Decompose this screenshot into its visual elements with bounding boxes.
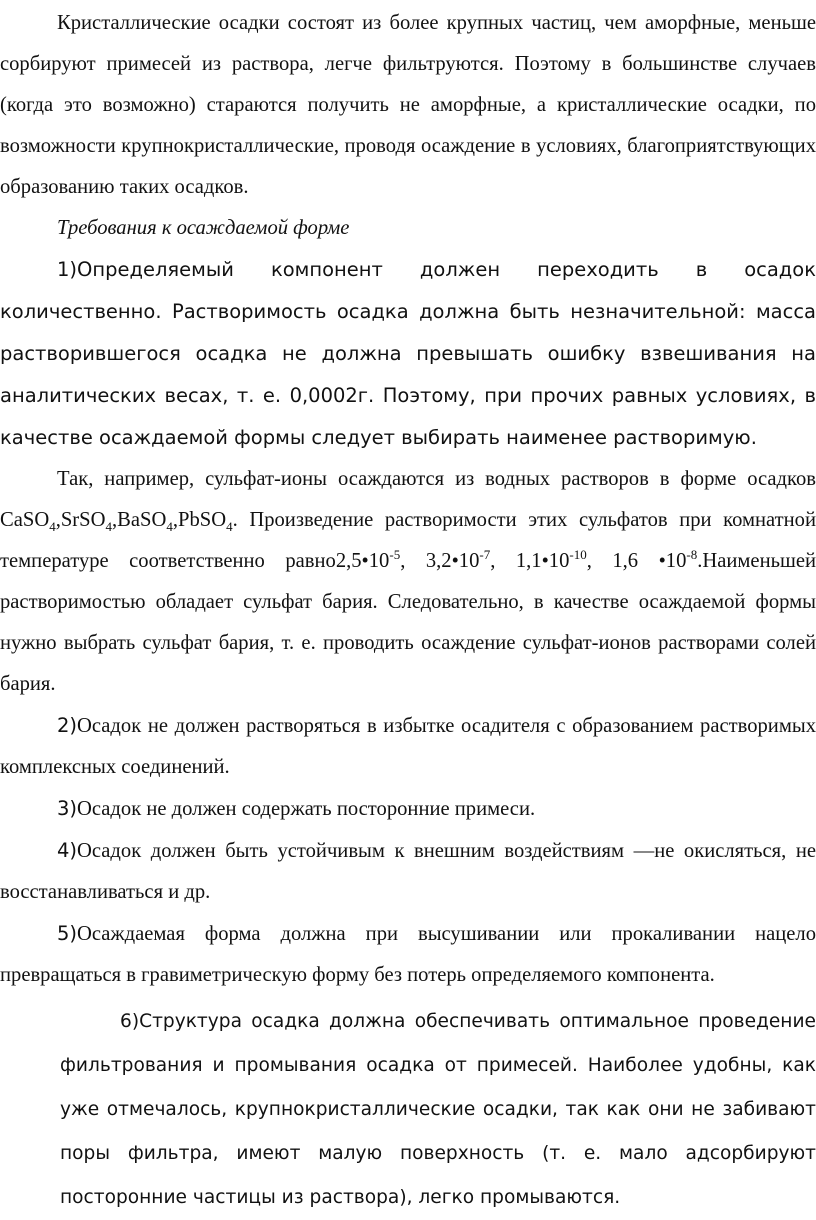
requirement-4-number: 4)	[57, 839, 78, 862]
requirement-1-text: Определяемый компонент должен переходить в осадок количественно. Растворимость осадка должна быть незначительной: масса растворившегося осадка не должна превышать ошибку взвешивания на аналитических весах, т. е. 0,0002г. Поэтому, при прочих равных условиях, в качестве осаждаемой формы следует выбирать наименее растворимую.	[0, 258, 816, 449]
intro-text: Кристаллические осадки состоят из более крупных частиц, чем аморфные, меньше сорбируют примесей из раствора, легче фильтруются. Поэтому в большинстве случаев (когда это возможно) стараются получить не аморфные, а кристаллические осадки, по возможности крупнокристаллические, проводя осаждение в условиях, благоприятствующих образованию таких осадков.	[0, 12, 816, 198]
intro-paragraph	[0, 3, 816, 208]
requirement-6-text: 6)Структура осадка должна обеспечивать оптимальное проведение фильтрования и промывания осадка от примесей. Наиболее удобны, как уже отмечалось, крупнокристаллические осадки, так как они не забивают поры фильтра, имеют малую поверхность (т. е. мало адсорбируют посторонние частицы из раствора), легко промываются.	[60, 1011, 816, 1208]
example-paragraph	[0, 459, 816, 705]
requirement-1-number: 1)	[57, 258, 78, 281]
requirement-3	[0, 788, 816, 830]
requirement-5-number: 5)	[57, 922, 78, 945]
formula-baso4: ,BaSO$_4$	[112, 509, 173, 535]
section-heading-text: Требования к осаждаемой форме	[57, 217, 350, 239]
requirement-5-text: Осаждаемая форма должна при высушивании или прокаливании нацело превращаться в гравиметрическую форму без потерь определяемого компонента.	[0, 923, 816, 986]
requirement-6	[0, 1000, 816, 1220]
solubility-value-2: , $3,2•10^{-7}$	[400, 547, 491, 572]
solubility-value-3: , $1,1•10^{-10}$	[490, 547, 587, 572]
requirement-5	[0, 913, 816, 996]
example-text-a: Так, например, сульфат-ионы осаждаются из водных растворов в форме осадков	[57, 468, 816, 490]
requirement-3-text: Осадок не должен содержать посторонние примеси.	[77, 798, 536, 820]
section-heading	[0, 208, 816, 249]
requirement-2-number: 2)	[57, 714, 78, 737]
requirement-2-text: Осадок не должен растворяться в избытке осадителя с образованием растворимых комплексных соединений.	[0, 715, 816, 778]
formula-srso4: ,SrSO$_4$	[55, 509, 112, 535]
formula-pbso4: ,PbSO$_4$	[172, 509, 233, 535]
requirement-2	[0, 705, 816, 788]
formula-caso4: CaSO$_4$	[0, 509, 56, 535]
example-text-b: . Произведение растворимости этих сульфатов при комнатной температуре соответственно равно	[0, 509, 816, 572]
example-text-c: .Наименьшей растворимостью обладает сульфат бария. Следовательно, в качестве осаждаемой формы нужно выбрать сульфат бария, т. е. проводить осаждение сульфат-ионов растворами солей бария.	[0, 550, 816, 695]
requirement-1	[0, 249, 816, 459]
requirement-4-text: Осадок должен быть устойчивым к внешним воздействиям —не окисляться, не восстанавливаться и др.	[0, 840, 816, 903]
requirement-3-number: 3)	[57, 797, 78, 820]
requirement-4	[0, 830, 816, 913]
solubility-value-1: $2,5•10^{-5}$	[335, 547, 401, 572]
solubility-value-4: , 1,6 $•10^{-8}$	[586, 547, 698, 572]
